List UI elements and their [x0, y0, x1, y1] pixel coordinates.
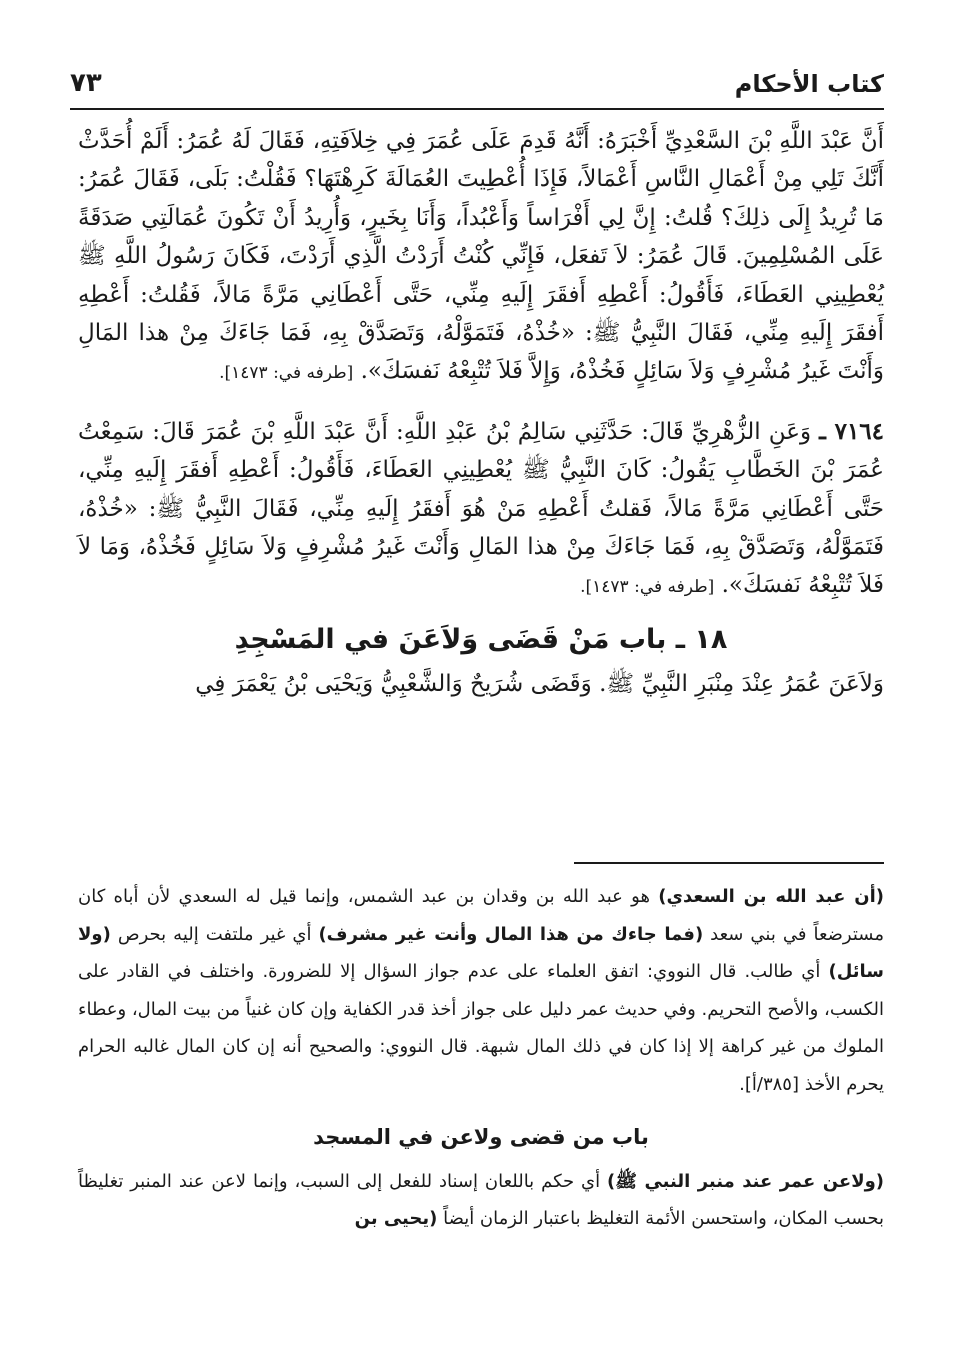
book-title: كتاب الأحكام — [734, 70, 884, 98]
hadith-7164-text: وَعَنِ الزُّهْرِيِّ قَالَ: حَدَّثَنِي سَالِمُ بْنُ عَبْدِ اللَّهِ: أَنَّ عَبْدَ اللَّهِ بْنَ عُمَرَ قَالَ: سَمِعْتُ عُمَرَ بْنَ الخَطَّابِ يَقُولُ: كَانَ النَّبِيُّ ﷺ يُعْطِينِي العَطَاءَ، فَأَقُولُ: أَعْطِهِ أَفقَرَ إِلَيهِ مِنِّي، حَتَّى أَعْطَانِي مَرَّةً مَالاً، فَقلتُ أَعْطِهِ مَنْ هُوَ أَفقَرُ إِلَيهِ مِنِّي، فَقَالَ النَّبِيُّ ﷺ: «خُذْهُ، فَتَمَوَّلْهُ، وَتَصَدَّقْ بِهِ، فَمَا جَاءَكَ مِنْ هذا المَالِ وَأَنْتَ غَيرُ مُشْرِفٍ وَلاَ سَائِلٍ فَخُذْهُ، وَمَا لاَ فَلاَ تُتْبِعْهُ نَفسَكَ». — [78, 418, 884, 599]
commentary-highlight: (فما جاءك من هذا المال وأنت غير مشرف) — [318, 923, 704, 945]
page-header — [70, 62, 884, 110]
hadith-7164-paragraph — [78, 413, 884, 607]
hadith-7164-number: ٧١٦٤ ـ — [819, 417, 885, 445]
page-number: ٧٣ — [70, 68, 102, 98]
commentary-section-title: باب من قضى ولاعن في المسجد — [313, 1125, 649, 1149]
commentary-text: هو عبد الله بن وقدان بن عبد الشمس، وإنما قيل له السعدي لأن أباه كان مسترضعاً في بني سعد — [78, 886, 884, 945]
commentary — [78, 878, 884, 1238]
commentary-text: أي طالب. قال النووي: اتفق العلماء على عدم جواز السؤال إلا للضرورة. واختلف في القادر على الكسب، والأصح التحريم. وفي حديث عمر دليل على جواز أخذ قدر الكفاية وإن كان غنياً من بيت المال، وعطاء الملوك من غير كراهة إلا إذا كان في ذلك المال شبهة. قال النووي: والصحيح أنه إن كان المال غالبه الحرام يحرم الأخذ [٣٨٥/أ]. — [78, 961, 884, 1095]
commentary-highlight: (يحيى بن — [354, 1208, 438, 1229]
footnote-divider — [574, 862, 884, 864]
section-title: ١٨ ـ باب مَنْ قَضَى وَلاَعَنَ في المَسْجِدِ — [234, 623, 728, 655]
hadith-7163-reference: [طرفه في: ١٤٧٣]. — [219, 363, 354, 384]
commentary-highlight: (ولا سائل) — [78, 923, 884, 982]
commentary-highlight: (أن عبد الله بن السعدي) — [658, 886, 885, 907]
hadith-body — [78, 122, 884, 704]
section-text: وَلاَعَنَ عُمَرُ عِنْدَ مِنْبَرِ النَّبِيِّ ﷺ. وَقَضَى شُرَيحٌ وَالشَّعْبِيُّ وَيَحْيَى بْنُ يَعْمَرَ فِي — [195, 671, 884, 698]
hadith-7164-reference: [طرفه في: ١٤٧٣]. — [580, 577, 715, 598]
commentary-highlight: (ولاعن عمر عند منبر النبي ﷺ) — [607, 1170, 885, 1192]
commentary-paragraph-1 — [78, 878, 884, 1103]
hadith-7163-text: أَنَّ عَبْدَ اللَّهِ بْنَ السَّعْدِيِّ أَخْبَرَهُ: أَنَّهُ قَدِمَ عَلَى عُمَرَ فِي خِلاَفَتِهِ، فَقَالَ لَهُ عُمَرُ: أَلَمْ أُحَدَّثْ أَنَّكَ تَلِي مِنْ أَعْمَالِ النَّاسِ أَعْمَالاً، فَإِذَا أُعْطِيتَ العُمَالَةَ كَرِهْتَهَا؟ فَقُلْتُ: بَلَى، فَقَالَ عُمَرُ: مَا تُرِيدُ إِلَى ذلِكَ؟ قُلتُ: إِنَّ لِي أَفْرَاساً وَأَعْبُداً، وَأَنَا بِخَيرٍ، وَأُرِيدُ أَنْ تَكُونَ عُمَالَتِي صَدَقَةً عَلَى المُسْلِمِينَ. قَالَ عُمَرُ: لاَ تَفعَل، فَإِنِّي كُنْتُ أَرَدْتُ الَّذِي أَرَدْتَ، فَكَانَ رَسُولُ اللَّهِ ﷺ يُعْطِينِي العَطَاءَ، فَأَقُولُ: أَعْطِهِ أَفقَرَ إِلَيهِ مِنِّي، حَتَّى أَعْطَانِي مَرَّةً مَالاً، فَقُلتُ: أَعْطِهِ أَفقَرَ إِلَيهِ مِنِّي، فَقَالَ النَّبِيُّ ﷺ: «خُذْهُ، فَتَمَوَّلْهُ، وَتَصَدَّقْ بِهِ، فَمَا جَاءَكَ مِنْ هذا المَالِ وَأَنْتَ غَيرُ مُشْرِفٍ وَلاَ سَائِلٍ فَخُذْهُ، وَإِلاَّ فَلاَ تُتْبِعْهُ نَفسَكَ». — [78, 128, 884, 385]
commentary-paragraph-2 — [78, 1163, 884, 1238]
commentary-text: أي غير ملتفت إليه بحرص — [110, 923, 319, 945]
commentary-text: أي حكم باللعان إسناد للفعل إلى السبب، وإنما لاعن عند المنبر تغليظاً بحسب المكان، واستحسن الأئمة التغليظ باعتبار الزمان أيضاً — [78, 1170, 884, 1229]
hadith-7163-paragraph — [78, 122, 884, 393]
